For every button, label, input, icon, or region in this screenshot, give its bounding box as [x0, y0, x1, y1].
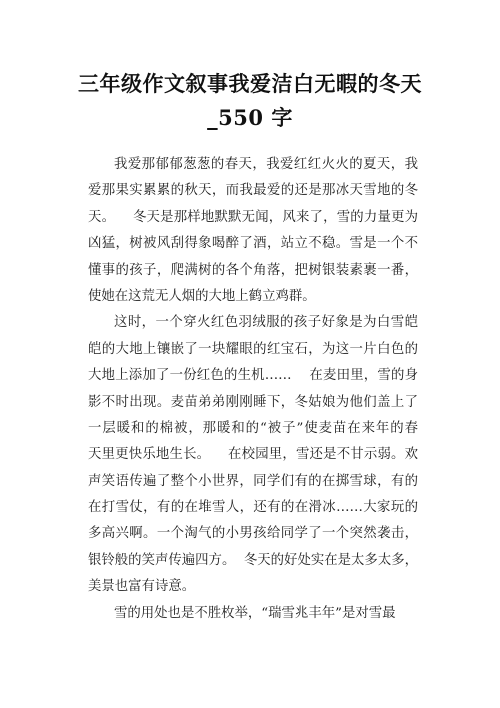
document-title-line-2: _550 字 — [207, 105, 293, 130]
body-line: 美景也富有诗意。 — [88, 579, 196, 595]
body-line: 凶猛，树被风刮得象喝醉了酒，站立不稳。雪是一个不 — [88, 236, 418, 252]
body-line: 使她在这荒无人烟的大地上鹤立鸡群。 — [88, 288, 316, 304]
document-body — [88, 152, 418, 627]
body-line: 多高兴啊。一个淘气的小男孩给同学了一个突然袭击， — [88, 526, 418, 542]
body-line: 这时，一个穿火红色羽绒服的孩子好象是为白雪皑 — [114, 315, 418, 331]
body-line: 皑的大地上镶嵌了一块耀眼的红宝石，为这一片白色的 — [88, 341, 418, 357]
body-line: 影不时出现。麦苗弟弟刚刚睡下，冬姑娘为他们盖上了 — [88, 394, 418, 410]
body-line: 爱那果实累累的秋天，而我最爱的还是那冰天雪地的冬 — [88, 183, 418, 199]
body-line: 声笑语传遍了整个小世界，同学们有的在掷雪球，有的 — [88, 473, 418, 489]
document-title-line-1: 三年级作文叙事我爱洁白无暇的冬天 — [78, 71, 422, 96]
body-line: 银铃般的笑声传遍四方。 冬天的好处实在是太多太多， — [88, 552, 418, 568]
body-line: 天。 冬天是那样地默默无闻，风来了，雪的力量更为 — [88, 209, 418, 225]
body-line: 大地上添加了一份红色的生机…… 在麦田里，雪的身 — [88, 368, 418, 384]
body-line: 一层暖和的棉被，那暖和的“被子”使麦苗在来年的春 — [88, 420, 418, 436]
body-line: 在打雪仗，有的在堆雪人，还有的在滑冰……大家玩的 — [88, 500, 418, 516]
body-line: 雪的用处也是不胜枚举，“瑞雪兆丰年”是对雪最 — [114, 605, 396, 621]
body-line: 我爱那郁郁葱葱的春天，我爱红红火火的夏天，我 — [114, 157, 418, 172]
body-line: 天里更快乐地生长。 在校园里，雪还是不甘示弱。欢 — [88, 447, 418, 463]
body-line: 懂事的孩子，爬满树的各个角落，把树银装素裹一番， — [88, 262, 418, 278]
